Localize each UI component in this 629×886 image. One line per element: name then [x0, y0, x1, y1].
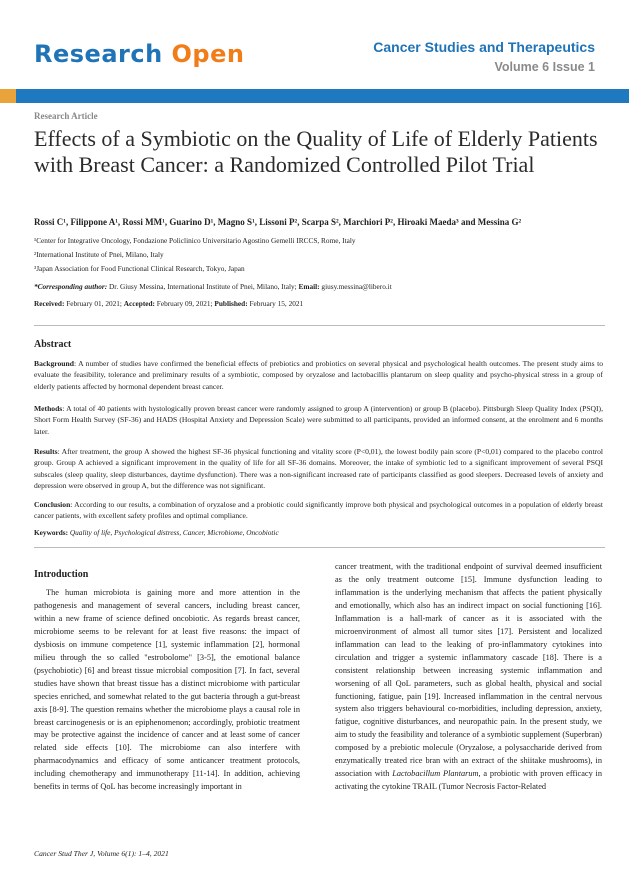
header-band [0, 89, 629, 103]
column-2-text-a: cancer treatment, with the traditional endpoint of survival deemed insufficient as the only treatment outcome [15]. Immune dysfunction leading to inflammation is the underlying mechanism that affects the patient physically and emotionally, which also has an indirect impact on social functioning [16]. Inflammation is a hall-mark of cancer as it is associated with the microenvironment of almost all tumor sites [17]. Persistent and localized inflammation can lead to the leaking of pro-inflammatory cytokines into circulation and trigger a systemic inflammatory cascade [18]. There is a consistent relationship between increasing systemic inflammation and worsening of all QoL parameters, such as global health, physical and social functioning, fatigue, pain [19]. Increased inflammation in the central nervous system also triggers behavioural co-morbidities, including depression, anxiety, fatigue, cognitive disturbances, and neuropathic pain. In the present study, we aim to study the feasibility and tolerance of a symbiotic supplement (Superbran) composed by a prebiotic molecule (Oryzalose, a polysaccharide derived from enzymatically treated rice bran with an extract of the shiitake mushrooms), in association with [335, 562, 602, 779]
published-label: Published: [214, 299, 248, 308]
received-label: Received: [34, 299, 65, 308]
affiliation-1: ¹Center for Integrative Oncology, Fondazione Policlinico Universitario Agostino Gemelli IRCCS, Rome, Italy [34, 236, 356, 245]
column-2-species-name: Lactobacillum Plantarum [392, 769, 479, 779]
corresponding-author [34, 282, 392, 291]
journal-name: Cancer Studies and Therapeutics [373, 39, 595, 55]
conclusion-text: : According to our results, a combination of oryzalose and a probiotic could significantly improve both physical and psychological outcomes in a population of elderly breast cancer patients, with excellent safety profiles and optimal compliance. [34, 500, 603, 521]
keywords [34, 528, 279, 537]
logo-word-open: Open [171, 40, 245, 68]
keywords-text: Quality of life, Psychological distress, Cancer, Microbiome, Oncobiotic [68, 528, 279, 537]
affiliation-2: ²International Institute of Pnei, Milano, Italy [34, 250, 164, 259]
journal-info [373, 39, 595, 74]
divider-bottom [34, 547, 605, 548]
article-title: Effects of a Symbiotic on the Quality of Life of Elderly Patients with Breast Cancer: a Randomized Controlled Pilot Trial [34, 126, 598, 177]
abstract-background [34, 358, 603, 392]
received-date: February 01, 2021; [64, 299, 124, 308]
keywords-label: Keywords: [34, 528, 69, 537]
introduction-column-2 [335, 561, 602, 794]
results-text: : After treatment, the group A showed the highest SF-36 physical functioning and vitality score (P<0,01), the lowest bodily pain score (P<0,01) compared to the placebo control group. Group A achieved a significant improvement in the quality of life for all SF-36 domains. Moreover, the intake of symbiotic led to a significant improvement of several PSQI subscales (sleep quality, sleep disturbances, daytime dysfunction). There was a non-significant increased rate of participants classified as good sleepers. Decreased levels of anxiety and depression were observed in group A, but the difference was not significant. [34, 447, 603, 490]
background-label: Background [34, 359, 74, 368]
background-text: : A number of studies have confirmed the beneficial effects of prebiotics and probiotics on several physical and psychological health outcomes. The present study aims to evaluate the feasibility, tolerance and preliminary results of a symbiotic, composed by oryzalose and lactobacillis plantarum on sleep quality and psycho-physical stress in a group of elderly patients affected by hormonal dependent breast cancer. [34, 359, 603, 391]
author-list: Rossi C¹, Filippone A¹, Rossi MM¹, Guarino D¹, Magno S¹, Lissoni P², Scarpa S², Marchiori P², Hiroaki Maeda³ and Messina G² [34, 217, 522, 227]
volume-issue: Volume 6 Issue 1 [494, 60, 595, 74]
abstract-heading: Abstract [34, 339, 72, 350]
divider-top [34, 325, 605, 326]
introduction-column-1: The human microbiota is gaining more and more attention in the pathogenesis and management of several cancers, including breast cancer, within a new frame of science defined oncobiotic. As regards breast cancer, microbiome seems to be relevant for at least five reasons: the impact of dysbiosis on immune competence [1], systemic inflammation [2], hormonal milieu through the so called "estrobolome" [3-5], the emotional balance (psychobiotic) [6] and breast tissue microbial composition [7]. In fact, several studies have shown that breast tissue has a distinct microbiome with particular species enriched, and somewhat related to the gut bacteria through a gut-breast axis [8-9]. The question remains whether the microbiome plays a causal role in breast carcinogenesis or is an epiphenomenon; accordingly, probiotic treatment may be protective against the incidence of cancer and at least some of cancer related side effects [10]. The microbiome can also interfere with pharmacodynamics and efficacy of some anticancer treatment protocols, including chemotherapy and immunotherapy [11-14]. In addition, achieving benefits in terms of QoL has become increasingly important in [34, 588, 300, 792]
methods-text: : A total of 40 patients with hystologically proven breast cancer were randomly assigned to group A (intervention) or group B (placebo). Pittsburgh Sleep Quality Index (PSQI), Short Form Health Survey (SF-36) and HADS (Hospital Anxiety and Depression Scale) were submitted to all participants, provided an informed consent, at the enrolment and 6 months later. [34, 404, 603, 436]
accepted-label: Accepted: [123, 299, 155, 308]
header-band-stripe [0, 89, 16, 103]
conclusion-label: Conclusion [34, 500, 71, 509]
page-footer-citation: Cancer Stud Ther J, Volume 6(1): 1–4, 2021 [34, 849, 169, 858]
introduction-heading: Introduction [34, 569, 89, 580]
affiliation-3: ³Japan Association for Food Functional Clinical Research, Tokyo, Japan [34, 264, 245, 273]
corresponding-label: *Corresponding author: [34, 282, 108, 291]
abstract-results [34, 446, 603, 491]
abstract-methods [34, 403, 603, 437]
email-address[interactable]: giusy.messina@libero.it [319, 282, 392, 291]
methods-label: Methods [34, 404, 63, 413]
corresponding-text: Dr. Giusy Messina, International Institute of Pnei, Milano, Italy; [107, 282, 299, 291]
logo-word-research: Research [34, 40, 163, 68]
abstract-conclusion [34, 499, 603, 522]
accepted-date: February 09, 2021; [154, 299, 215, 308]
email-label: Email: [298, 282, 320, 291]
publisher-logo [34, 40, 244, 68]
article-type: Research Article [34, 111, 98, 121]
article-dates [34, 299, 303, 308]
published-date: February 15, 2021 [247, 299, 304, 308]
column-2-text-b: , a probiotic with proven efficacy in activating the cytokine TRAIL (Tumor Necrosis Factor-Related [335, 769, 602, 792]
results-label: Results [34, 447, 58, 456]
